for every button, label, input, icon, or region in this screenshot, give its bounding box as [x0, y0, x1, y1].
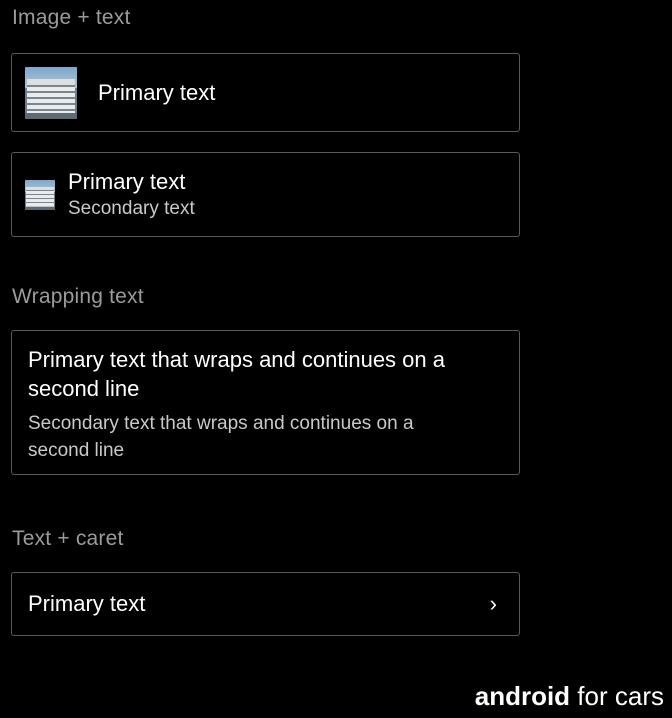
section-title-text-caret: Text + caret	[12, 527, 124, 550]
chevron-right-icon[interactable]: ›	[489, 591, 497, 616]
secondary-text: Secondary text	[68, 197, 195, 219]
secondary-text: Secondary text that wraps and continues on a second line	[28, 413, 414, 461]
primary-text: Primary text	[98, 79, 216, 105]
list-item-text-caret[interactable]	[11, 572, 520, 636]
section-title-image-text: Image + text	[12, 6, 131, 29]
primary-text: Primary text that wraps and continues on a second line	[28, 347, 445, 401]
android-for-cars-watermark	[475, 681, 664, 712]
primary-text: Primary text	[68, 168, 186, 194]
building-thumbnail-icon	[25, 67, 77, 119]
list-item-text-column	[98, 79, 215, 107]
watermark-light: for cars	[570, 681, 664, 711]
watermark-bold: android	[474, 681, 571, 711]
section-title-wrapping-text: Wrapping text	[12, 285, 144, 308]
primary-text: Primary text	[28, 591, 146, 616]
list-item-image-primary[interactable]	[11, 53, 520, 132]
list-item-wrapping-text[interactable]	[11, 330, 520, 475]
building-thumbnail-icon	[25, 180, 55, 210]
list-item-text-column	[68, 168, 195, 222]
list-item-image-primary-secondary[interactable]	[11, 152, 520, 237]
